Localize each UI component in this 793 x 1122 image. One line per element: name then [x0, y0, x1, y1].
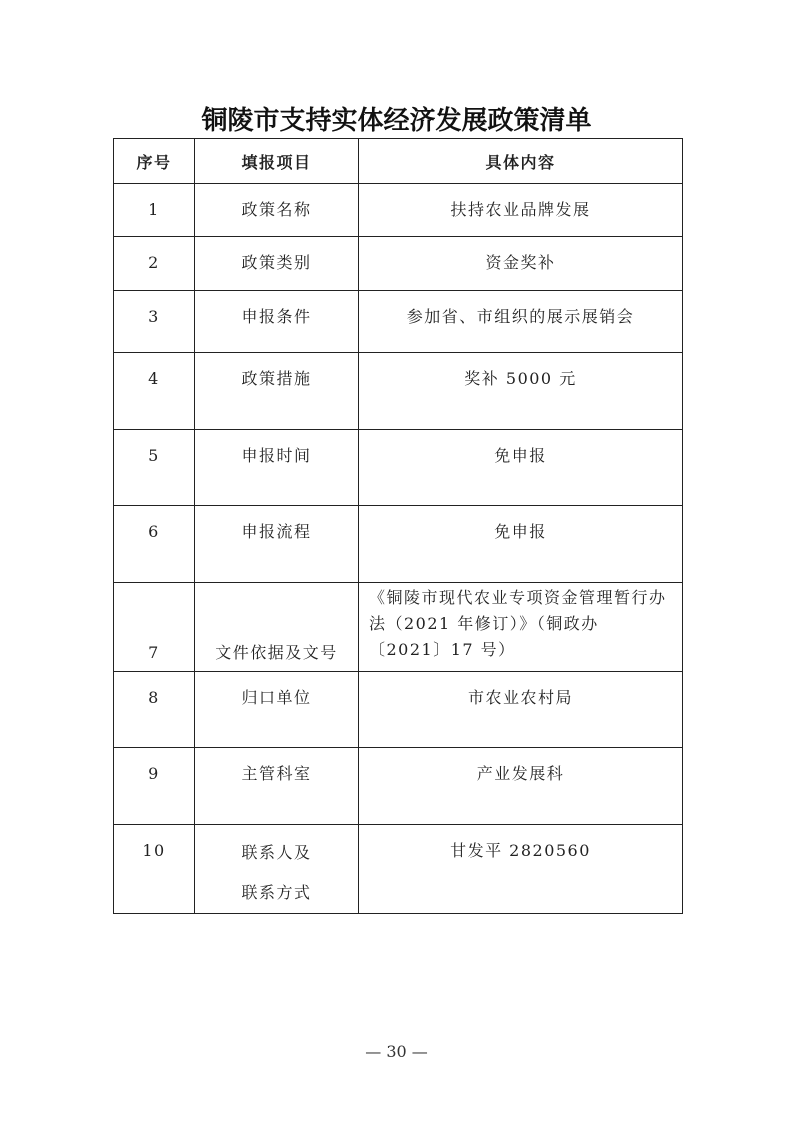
row-content: 参加省、市组织的展示展销会 [359, 291, 683, 353]
row-number: 3 [114, 291, 195, 353]
row-content: 甘发平 2820560 [359, 825, 683, 914]
header-item: 填报项目 [195, 139, 359, 184]
row-item: 申报时间 [195, 430, 359, 506]
row-item: 政策名称 [195, 184, 359, 237]
row-content: 《铜陵市现代农业专项资金管理暂行办法（2021 年修订）》（铜政办〔2021〕17 号） [359, 583, 683, 672]
row-content: 扶持农业品牌发展 [359, 184, 683, 237]
header-content: 具体内容 [359, 139, 683, 184]
row-item: 归口单位 [195, 672, 359, 748]
row-number: 9 [114, 748, 195, 825]
row-item-line: 联系人及 [241, 843, 312, 862]
policy-table [113, 138, 683, 914]
row-number: 10 [114, 825, 195, 914]
row-item: 政策类别 [195, 237, 359, 291]
row-item: 主管科室 [195, 748, 359, 825]
table-row [114, 748, 683, 825]
page-title: 铜陵市支持实体经济发展政策清单 [201, 106, 592, 136]
header-number: 序号 [114, 139, 195, 184]
table-row [114, 430, 683, 506]
row-number: 2 [114, 237, 195, 291]
table-row [114, 353, 683, 430]
table-row [114, 237, 683, 291]
row-number: 7 [114, 583, 195, 672]
row-item-line: 联系方式 [241, 883, 312, 902]
table-row [114, 291, 683, 353]
row-number: 4 [114, 353, 195, 430]
row-item: 申报条件 [195, 291, 359, 353]
table-row [114, 506, 683, 583]
table-header-row [114, 139, 683, 184]
row-content: 资金奖补 [359, 237, 683, 291]
table-row [114, 184, 683, 237]
row-item: 申报流程 [195, 506, 359, 583]
row-item: 政策措施 [195, 353, 359, 430]
row-item [195, 825, 359, 914]
row-content: 奖补 5000 元 [359, 353, 683, 430]
row-number: 8 [114, 672, 195, 748]
row-item: 文件依据及文号 [195, 583, 359, 672]
page-number: — 30 — [365, 1042, 428, 1061]
table-row [114, 825, 683, 914]
row-content: 产业发展科 [359, 748, 683, 825]
row-content: 免申报 [359, 506, 683, 583]
row-content: 免申报 [359, 430, 683, 506]
row-number: 5 [114, 430, 195, 506]
table-row [114, 583, 683, 672]
row-content: 市农业农村局 [359, 672, 683, 748]
row-number: 6 [114, 506, 195, 583]
row-number: 1 [114, 184, 195, 237]
table-row [114, 672, 683, 748]
